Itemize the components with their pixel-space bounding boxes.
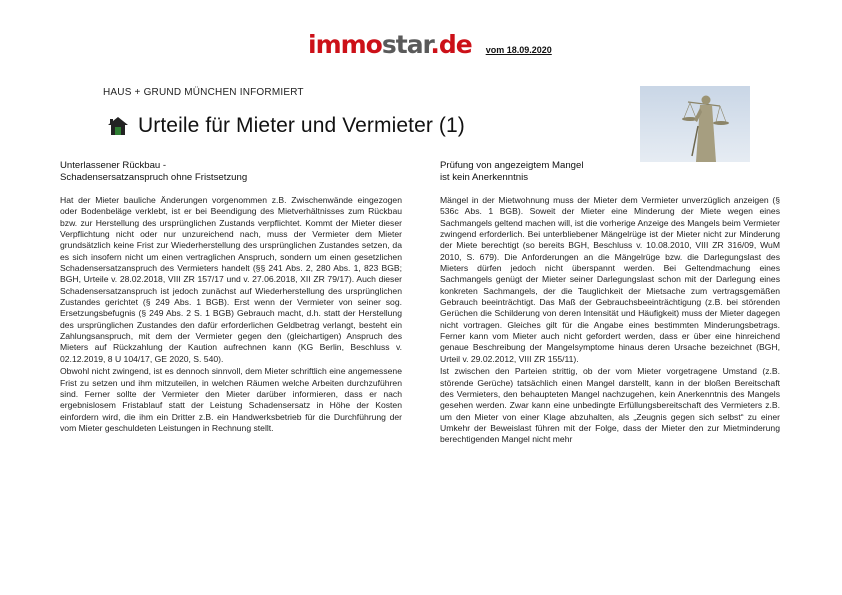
article-right-body [440,195,780,447]
article-right-title-line1: Prüfung von angezeigtem Mangel [440,160,584,171]
article-left-title-line1: Unterlassener Rückbau - [60,160,167,171]
issue-date: vom 18.09.2020 [485,45,552,55]
house-icon [107,116,129,136]
justitia-statue-image [640,86,750,162]
paragraph: Mängel in der Mietwohnung muss der Mieter dem Vermieter unverzüglich anzeigen (§ 536c Abs. 1 BGB). Soweit der Mieter eine Minderung der Miete wegen eines Sachmangels geltend machen will, ist die vorherige Anzeige des Mangels beim Vermieter zwingend erforderlich. Bei unterbliebener Mängelrüge ist der Mieter nicht zur Minderung der Miete berechtigt (so bereits BGH, Beschluss v. 10.08.2010, VIII ZR 316/09, WuM 2010, S. 679). Die Anforderungen an die Mängelrüge bzw. die Darlegungslast des Mieters dürfen jedoch nicht überspannt werden. Bei Geltendmachung eines Sachmangels genügt der Mieter seiner Darlegungslast schon mit der Darlegung eines konkreten Sachmangels, der die Tauglichkeit der Mietsache zum vertragsgemäßen Gebrauch beeinträchtigt. Das Maß der Gebrauchsbeeinträchtigung (z.B. bei störenden Gerüchen die Schilderung von deren Intensität und Häufigkeit) muss der Mieter dagegen nicht vortragen. Gleiches gilt für die Angabe eines bestimmten Minderungsbetrags. Ferner kann vom Mieter auch nicht gefordert werden, dass er über eine hinreichend genaue Beschreibung der Mangelsymptome hinaus deren Ursache bezeichnet (BGH, Urteil v. 29.02.2012, VIII ZR 155/11). [440,195,780,364]
paragraph: Hat der Mieter bauliche Änderungen vorgenommen z.B. Zwischenwände eingezogen oder Bodenbeläge verklebt, ist er bei Beendigung des Mietverhältnisses zum Rückbau bzw. zur Herstellung des ursprünglichen Zustands verpflichtet. Kommt der Mieter dieser Verpflichtung nicht oder nur unzureichend nach, muss der Vermieter dem Mieter grundsätzlich keine Frist zur Wiederherstellung des ursprünglichen Zustandes setzen, da es sich insofern nicht um einen vertraglichen Anspruch, sondern um einen gesetzlichen Schadensersatzanspruch des Vermieters handelt (§§ 241 Abs. 2, 280 Abs. 1, 823 BGB; BGH, Urteile v. 28.02.2018, VIII ZR 157/17 und v. 27.06.2018, XII ZR 79/17). Auch dieser Schadensersatzanspruch ist jedoch zunächst auf Wiederherstellung des ursprünglichen Zustandes gerichtet (§ 249 Abs. 1 BGB). Erst wenn der Vermieter von seiner sog. Ersetzungsbefugnis (§ 249 Abs. 2 S. 1 BGB) Gebrauch macht, d.h. statt der Herstellung des ursprünglichen Zustandes den dafür erforderlichen Geldbetrag verlangt, besteht ein Zahlungsanspruch, mit dem der Vermieter gegen den (gleichartigen) Anspruch des Mieters auf Rückzahlung der Kaution aufrechnen kann (KG Berlin, Beschluss v. 02.12.2019, 8 U 104/17, GE 2020, S. 540). [60,195,402,364]
article-left-title [60,160,247,184]
immostar-logo[interactable]: immostar.de [308,30,472,59]
paragraph: Ist zwischen den Parteien strittig, ob der vom Mieter vorgetragene Umstand (z.B. störende Gerüche) tatsächlich einen Mangel darstellt, kann in der bloßen Bereitschaft des Vermieters, den behaupteten Mangel nachzugehen, kein Anerkenntnis des Mangels gesehen werden. Zwar kann eine unbedingte Erfüllungsbereitschaft des Vermieters z.B. um den Mieter von einer Klage abzuhalten, als „Zeugnis gegen sich selbst“ zu einer Umkehr der Beweislast führen mit der Folge, dass der Mieter den zur Mietminderung berechtigenden Mangel nicht mehr [440,366,780,445]
page-title [107,114,465,138]
article-left-title-line2: Schadensersatzanspruch ohne Fristsetzung [60,172,248,183]
kicker: HAUS + GRUND MÜNCHEN INFORMIERT [103,87,304,98]
paragraph: Obwohl nicht zwingend, ist es dennoch sinnvoll, dem Mieter schriftlich eine angemessene Frist zu setzen und ihm mitzuteilen, in welchen Räumen welche Arbeiten durchzuführen sind. Ferner sollte der Vermieter den Mieter darüber informieren, dass er nach ergebnislosem Fristablauf statt der Leistung Schadensersatz in Höhe der Kosten einfordern wird, die ihm ein Dritter z.B. ein Handwerksbetrieb für die Durchführung der vom Mieter geschuldeten Leistungen in Rechnung stellt. [60,366,402,433]
masthead [308,30,552,59]
article-right-title [440,160,583,184]
headline-text: Urteile für Mieter und Vermieter (1) [138,114,465,137]
article-left-body [60,195,402,435]
article-right-title-line2: ist kein Anerkenntnis [440,172,528,183]
